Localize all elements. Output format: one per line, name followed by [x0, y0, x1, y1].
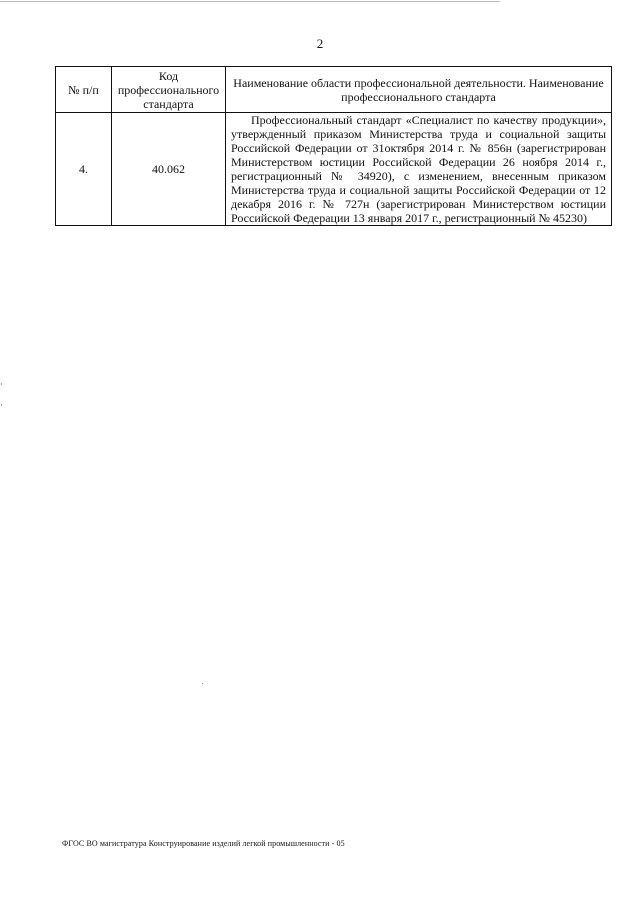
- scan-speck: [1, 383, 2, 385]
- header-area-name: Наименование области профессиональной деятельности. Наименование профессионального стандарта: [226, 67, 612, 113]
- scan-top-edge-line: [0, 1, 500, 2]
- row-number: 4.: [56, 113, 112, 226]
- professional-standards-table: [55, 66, 612, 226]
- table-row: [56, 113, 612, 226]
- row-standard-description: Профессиональный стандарт «Специалист по качеству продукции», утвержденный приказом Министерства труда и социальной защиты Российской Федерации от 31октября 2014 г. № 856н (зарегистрирован Министерством юстиции Российской Федерации 26 ноября 2014 г., регистрационный № 34920), с изменением, внесенным приказом Министерства труда и социальной защиты Российской Федерации от 12 декабря 2016 г. № 727н (зарегистрирован Министерством юстиции Российской Федерации 13 января 2017 г., регистрационный № 45230): [226, 113, 612, 226]
- table-header-row: [56, 67, 612, 113]
- scan-speck: [202, 683, 203, 684]
- header-code: Код профессионального стандарта: [112, 67, 226, 113]
- row-standard-code: 40.062: [112, 113, 226, 226]
- document-footer: ФГОС ВО магистратура Конструирование изделий легкой промышленности - 05: [62, 839, 345, 848]
- page-number: 2: [316, 36, 324, 51]
- header-number: № п/п: [56, 67, 112, 113]
- scan-speck: [1, 404, 2, 406]
